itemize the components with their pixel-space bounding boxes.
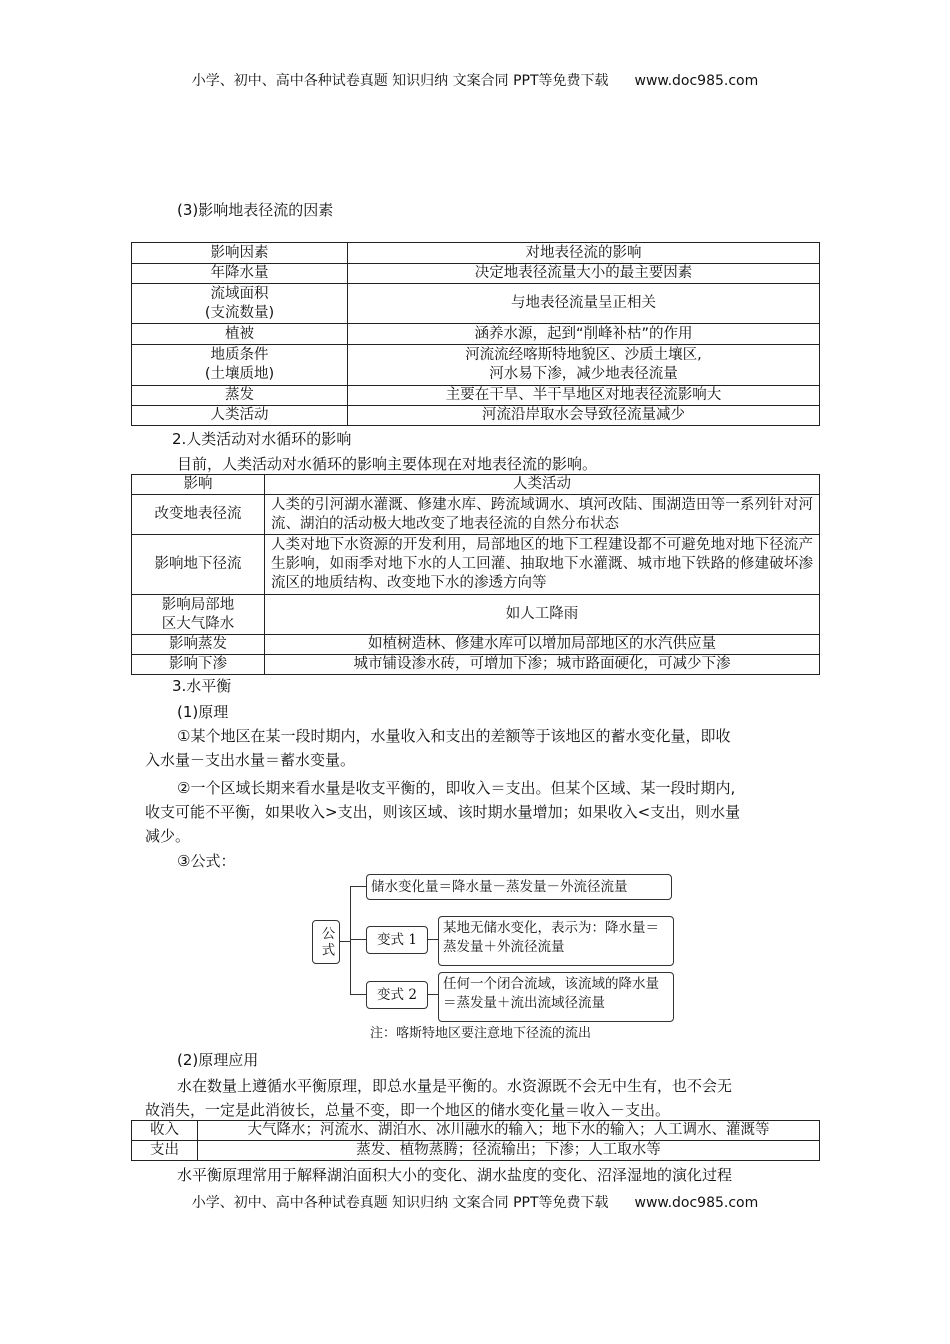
formula-main-box	[366, 874, 672, 900]
principle-1-line: ①某个地区在某一段时期内，水量收入和支出的差额等于该地区的蓄水变化量，即收	[177, 727, 731, 745]
variant-1-desc-box	[438, 916, 674, 966]
effect-cell: 河流流经喀斯特地貌区、沙质土壤区, 河水易下渗，减少地表径流量	[348, 345, 820, 386]
table-row	[132, 535, 820, 595]
table-row	[132, 264, 820, 284]
activity-cell: 如人工降雨	[265, 595, 820, 635]
formula-label: ③公式：	[177, 852, 236, 870]
principle-2-line: 减少。	[145, 827, 191, 845]
activity-cell: 如植树造林、修建水库可以增加局部地区的水汽供应量	[265, 635, 820, 655]
connector	[350, 886, 351, 994]
human-activity-table	[131, 474, 820, 675]
variant-2-desc: 任何一个闭合流域，该流域的降水量＝蒸发量＋流出流域径流量	[443, 976, 659, 1011]
page-footer	[0, 1192, 950, 1212]
table-row	[132, 495, 820, 535]
variant-1-label: 变式 1	[377, 932, 417, 948]
footer-url[interactable]: www.doc985.com	[634, 1195, 759, 1211]
row-value-cell: 蒸发、植物蒸腾；径流输出；下渗；人工取水等	[198, 1141, 820, 1161]
table-row	[132, 1121, 820, 1141]
formula-main-text: 储水变化量＝降水量－蒸发量－外流径流量	[371, 879, 628, 895]
variant-2-label: 变式 2	[377, 987, 417, 1003]
activity-cell: 城市铺设渗水砖，可增加下渗；城市路面硬化，可减少下渗	[265, 655, 820, 675]
activity-cell: 人类的引河湖水灌溉、修建水库、跨流域调水、填河改陆、围湖造田等一系列针对河流、湖泊的活动极大地改变了地表径流的自然分布状态	[265, 495, 820, 535]
variant-2-box	[366, 981, 428, 1009]
footer-text: 小学、初中、高中各种试卷真题 知识归纳 文案合同 PPT等免费下载	[191, 1195, 609, 1211]
section-title-water-balance: 3.水平衡	[172, 677, 232, 695]
connector	[350, 994, 366, 995]
runoff-factors-table	[131, 242, 820, 426]
formula-root-box	[312, 920, 340, 964]
effect-cell: 涵养水源，起到“削峰补枯”的作用	[348, 324, 820, 345]
principle-1-line: 入水量－支出水量＝蓄水变量。	[145, 751, 356, 769]
principle-title: (1)原理	[177, 703, 229, 721]
row-label-cell: 收入	[132, 1121, 198, 1141]
principle-2-line: ②一个区域长期来看水量是收支平衡的，即收入＝支出。但某个区域、某一段时期内,	[177, 779, 736, 797]
table-header-cell: 对地表径流的影响	[348, 243, 820, 264]
application-line: 水在数量上遵循水平衡原理，即总水量是平衡的。水资源既不会无中生有，也不会无	[177, 1077, 733, 1095]
factor-cell: 蒸发	[132, 386, 348, 406]
row-label-cell: 支出	[132, 1141, 198, 1161]
application-line: 故消失，一定是此消彼长，总量不变，即一个地区的储水变化量＝收入－支出。	[145, 1101, 671, 1119]
variant-1-box	[366, 926, 428, 954]
table-row	[132, 1141, 820, 1161]
effect-cell: 决定地表径流量大小的最主要因素	[348, 264, 820, 284]
factor-cell: 植被	[132, 324, 348, 345]
effect-cell: 主要在干旱、半干旱地区对地表径流影响大	[348, 386, 820, 406]
activity-cell: 人类对地下水资源的开发利用，局部地区的地下工程建设都不可避免地对地下径流产生影响，如雨季对地下水的人工回灌、抽取地下水灌溉、城市地下铁路的修建破坏渗流区的地质结构、改变地下水的渗透方向等	[265, 535, 820, 595]
income-expense-table	[131, 1120, 820, 1161]
section-title-human-activity: 2.人类活动对水循环的影响	[172, 430, 352, 448]
application-title: (2)原理应用	[177, 1051, 259, 1069]
table-header-cell: 影响因素	[132, 243, 348, 264]
connector	[350, 886, 366, 887]
table-header-cell: 人类活动	[265, 475, 820, 495]
impact-cell: 影响地下径流	[132, 535, 265, 595]
page-header	[0, 70, 950, 90]
connector	[339, 941, 350, 942]
factor-cell: 流域面积 (支流数量)	[132, 284, 348, 324]
impact-cell: 影响局部地 区大气降水	[132, 595, 265, 635]
variant-1-desc: 某地无储水变化，表示为：降水量＝蒸发量＋外流径流量	[443, 920, 659, 955]
table-row	[132, 386, 820, 406]
row-value-cell: 大气降水；河流水、湖泊水、冰川融水的输入；地下水的输入；人工调水、灌溉等	[198, 1121, 820, 1141]
table-row	[132, 635, 820, 655]
section-intro: 目前，人类活动对水循环的影响主要体现在对地表径流的影响。	[177, 455, 598, 473]
table-row	[132, 595, 820, 635]
connector	[428, 994, 438, 995]
formula-root-label: 公式	[318, 925, 335, 959]
formula-diagram	[308, 868, 678, 1018]
table-row	[132, 345, 820, 386]
section-title-runoff-factors: (3)影响地表径流的因素	[177, 201, 334, 219]
factor-cell: 地质条件 (土壤质地)	[132, 345, 348, 386]
variant-2-desc-box	[438, 972, 674, 1022]
header-url[interactable]: www.doc985.com	[634, 73, 759, 89]
formula-note: 注：喀斯特地区要注意地下径流的流出	[370, 1026, 592, 1041]
table-row	[132, 284, 820, 324]
effect-cell: 河流沿岸取水会导致径流量减少	[348, 406, 820, 426]
connector	[350, 939, 366, 940]
table-header-row	[132, 475, 820, 495]
impact-cell: 改变地表径流	[132, 495, 265, 535]
header-text: 小学、初中、高中各种试卷真题 知识归纳 文案合同 PPT等免费下载	[191, 73, 609, 89]
final-line: 水平衡原理常用于解释湖泊面积大小的变化、湖水盐度的变化、沼泽湿地的演化过程	[177, 1166, 733, 1184]
connector	[428, 939, 438, 940]
table-row	[132, 324, 820, 345]
table-row	[132, 655, 820, 675]
table-header-cell: 影响	[132, 475, 265, 495]
impact-cell: 影响下渗	[132, 655, 265, 675]
effect-cell: 与地表径流量呈正相关	[348, 284, 820, 324]
table-header-row	[132, 243, 820, 264]
principle-2-line: 收支可能不平衡，如果收入>支出，则该区域、该时期水量增加；如果收入<支出，则水量	[145, 803, 741, 821]
factor-cell: 年降水量	[132, 264, 348, 284]
impact-cell: 影响蒸发	[132, 635, 265, 655]
factor-cell: 人类活动	[132, 406, 348, 426]
table-row	[132, 406, 820, 426]
